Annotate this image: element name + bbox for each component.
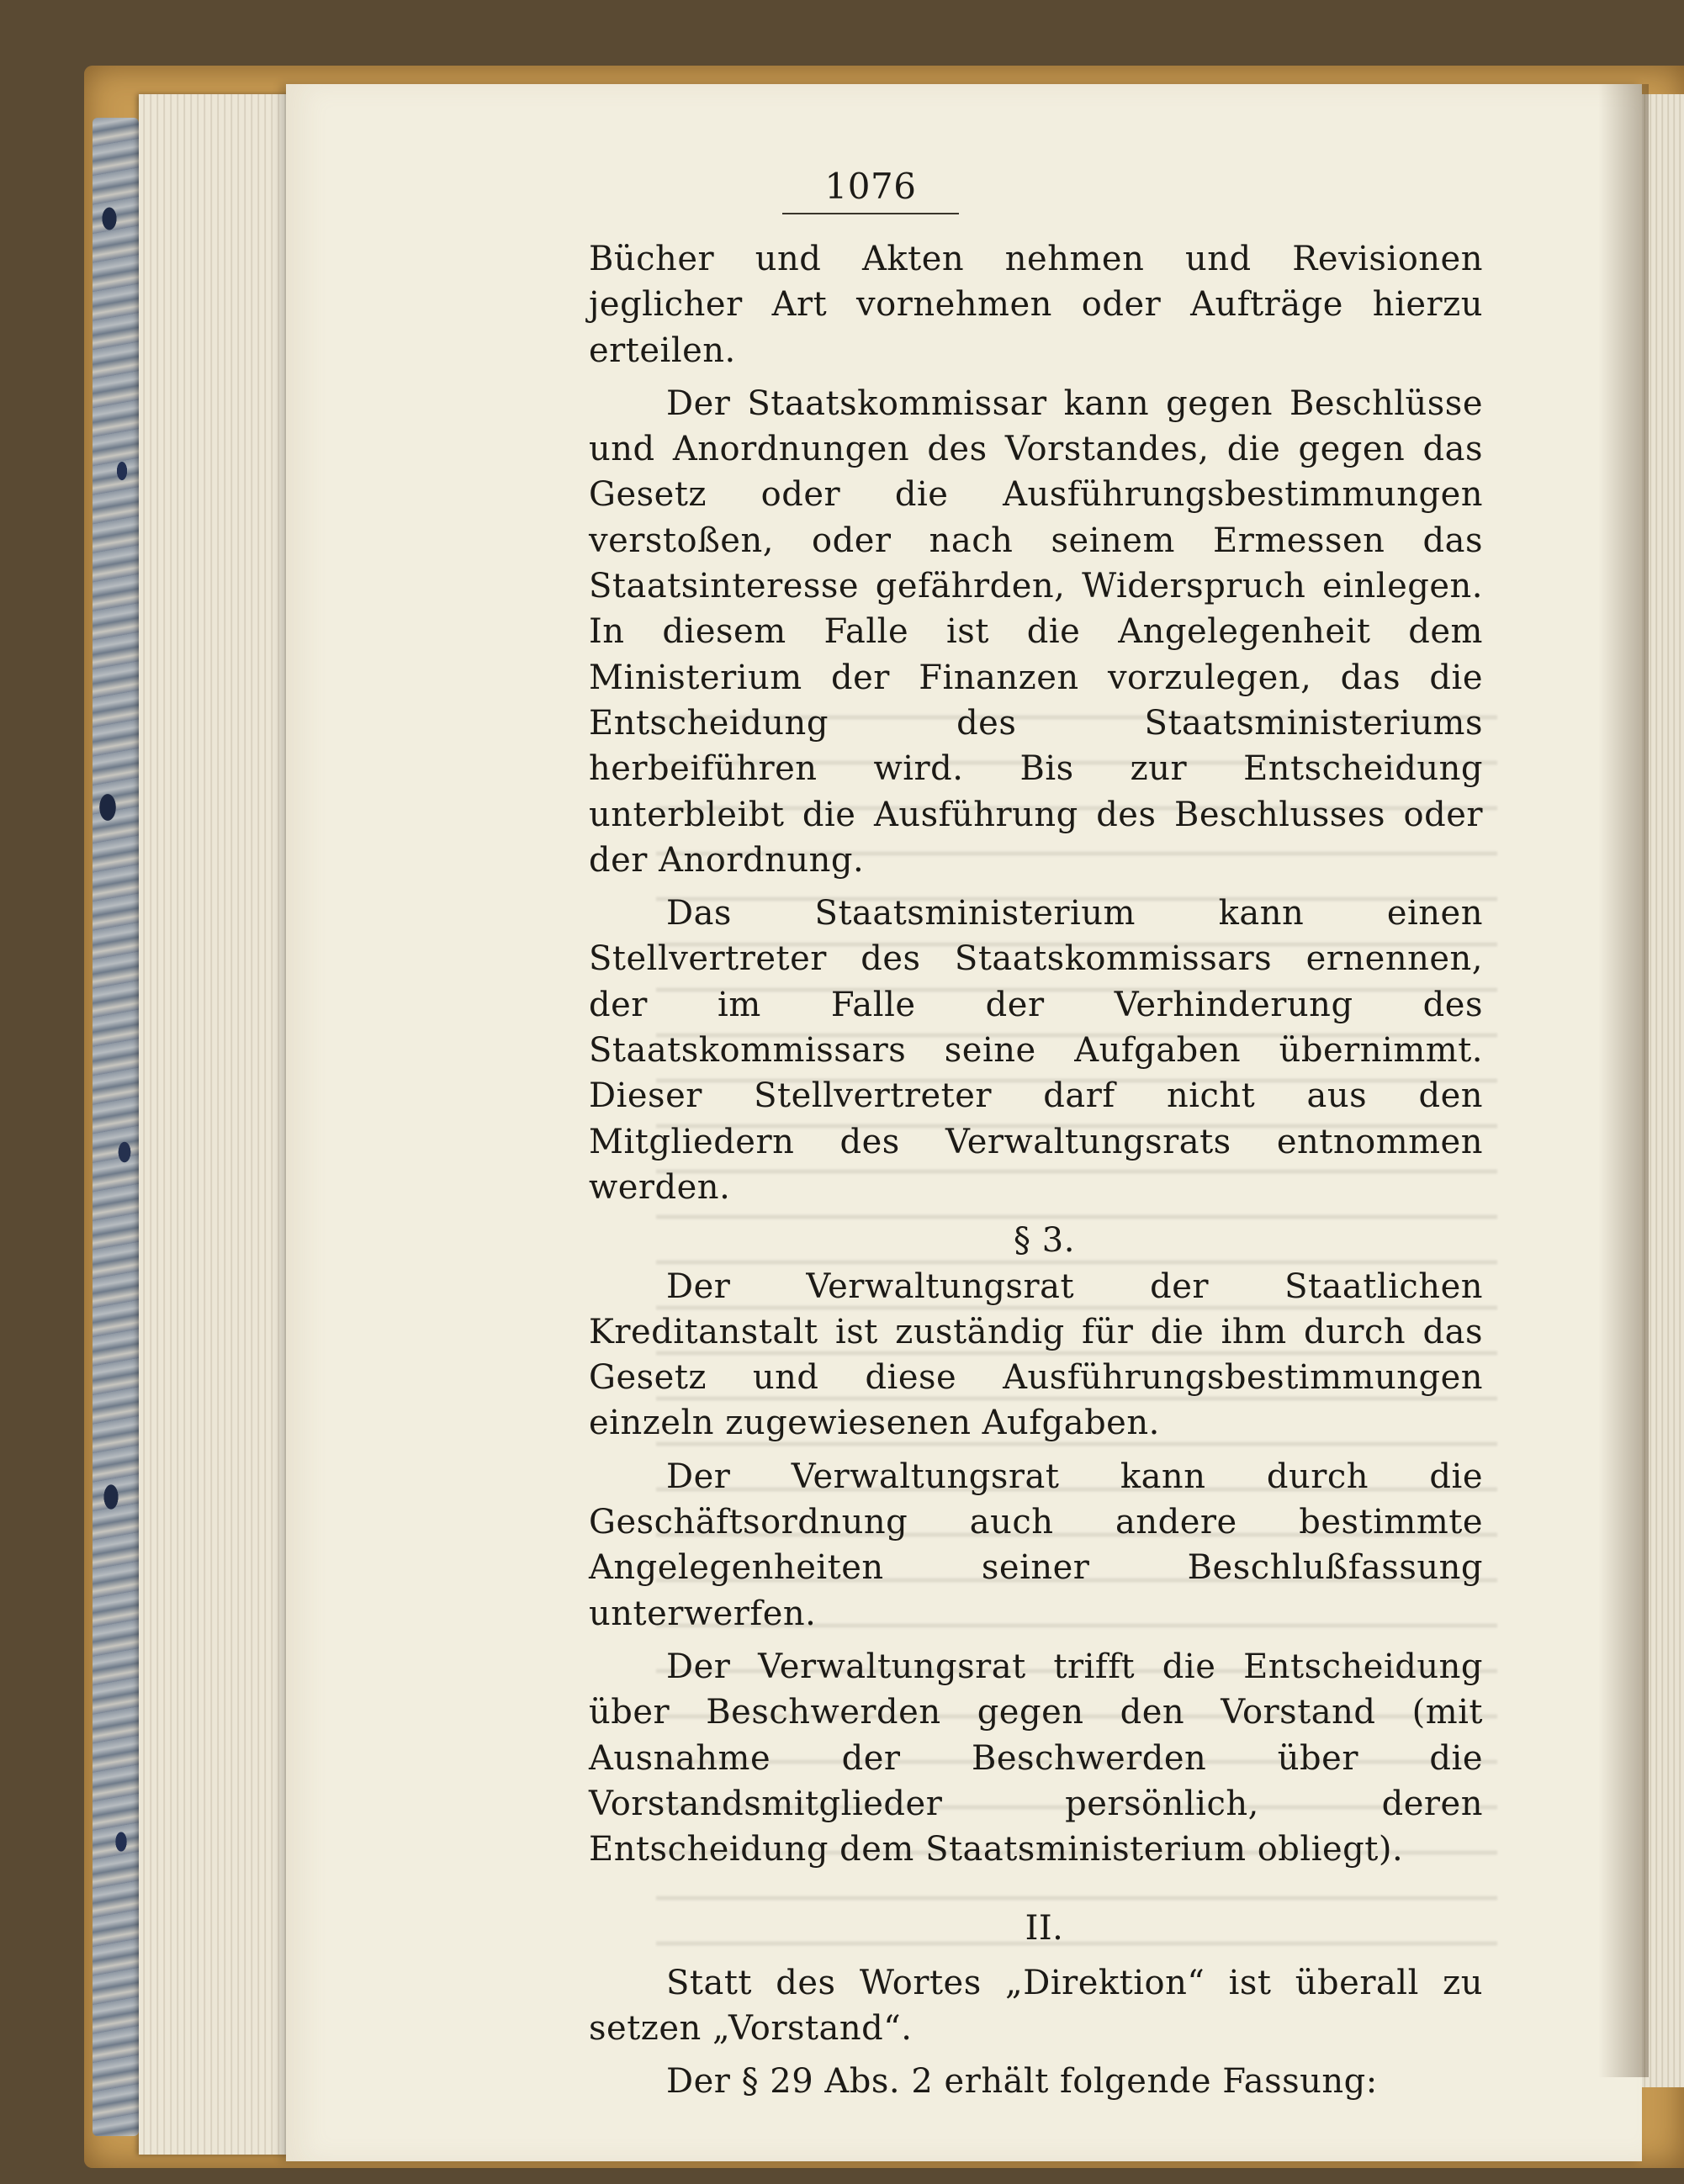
paragraph: Der Verwaltungsrat kann durch die Geschäftsordnung auch andere bestimmte Angelegenheiten seiner Beschlußfassung unterwerfen. bbox=[589, 1457, 1483, 1633]
section-heading: § 3. bbox=[1014, 1221, 1075, 1261]
page-number: 1076 bbox=[782, 164, 959, 214]
paragraph: Das Staatsministerium kann einen Stellvertreter des Staatskommissars ernennen, der im Falle der Verhinderung des Staatskommissars seine Aufgaben übernimmt. Dieser Stellvertreter darf nicht aus den Mitgliedern des Verwaltungsrats entnommen werden. bbox=[589, 894, 1483, 1207]
paragraph: Der Verwaltungsrat trifft die Entscheidung über Beschwerden gegen den Vorstand (mit Ausnahme der Beschwerden über die Vorstandsmitglieder persönlich, deren Entscheidung dem Staatsministerium obliegt). bbox=[589, 1647, 1483, 1869]
paragraph: Der § 29 Abs. 2 erhält folgende Fassung: bbox=[666, 2062, 1378, 2102]
paragraph: Statt des Wortes „Direktion“ ist überall zu setzen „Vorstand“. bbox=[589, 1963, 1483, 2048]
paragraph: Der Verwaltungsrat der Staatlichen Kreditanstalt ist zuständig für die ihm durch das Gesetz und diese Ausführungsbestimmungen einzeln zugewiesenen Aufgaben. bbox=[589, 1267, 1483, 1443]
gutter-shadow bbox=[1598, 84, 1649, 2077]
paragraph: Der Staatskommissar kann gegen Beschlüsse und Anordnungen des Vorstandes, die gegen das Gesetz oder die Ausführungsbestimmungen verstoßen, oder nach seinem Ermessen das Staatsinteresse gefährden, Widerspruch einlegen. In diesem Falle ist die Angelegenheit dem Ministerium der Finanzen vorzulegen, das die Entscheidung des Staatsministeriums herbeiführen wird. Bis zur Entscheidung unterbleibt die Ausführung des Beschlusses oder der Anordnung. bbox=[589, 383, 1483, 880]
marbled-edge bbox=[93, 118, 139, 2136]
page-text bbox=[589, 164, 1483, 2113]
paragraph: Bücher und Akten nehmen und Revisionen jeglicher Art vornehmen oder Aufträge hierzu erteilen. bbox=[589, 240, 1483, 370]
page-stack-left bbox=[139, 94, 307, 2155]
part-heading: II. bbox=[1025, 1909, 1064, 1949]
